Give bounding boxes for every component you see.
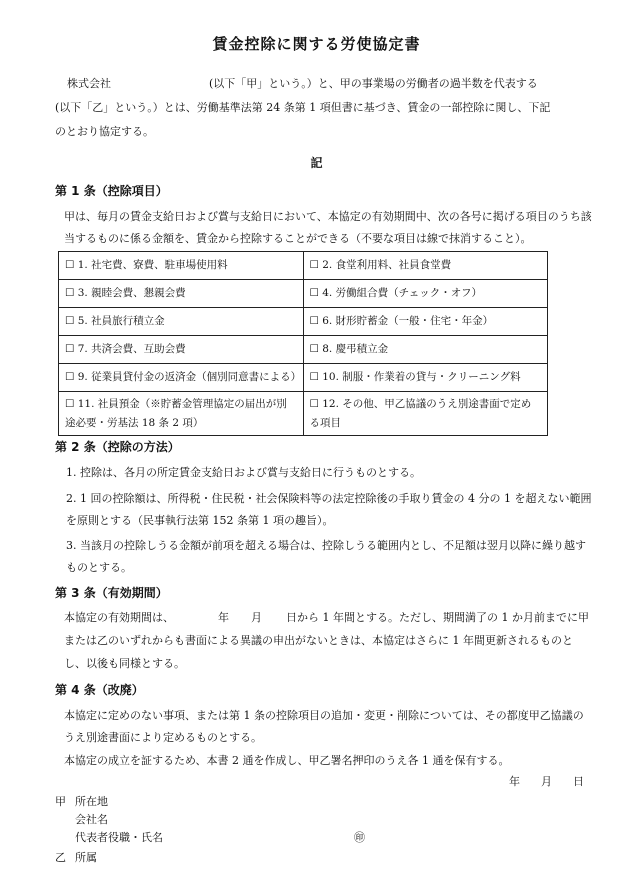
preamble-line1: (以下「甲」という。）と、甲の事業場の労働者の過半数を代表する xyxy=(209,77,538,90)
affiliation-label: 所属 xyxy=(75,851,97,864)
article4-t1: 本協定に定めのない事項、または第 1 条の控除項目の追加・変更・削除については、その都度甲乙協議の xyxy=(64,709,584,722)
article3-t1a: 本協定の有効期間は、 xyxy=(64,611,174,624)
deduction-item-7[interactable]: ☐ 7. 共済会費、互助会費 xyxy=(59,336,304,364)
article4-t2: うえ別途書面により定めるものとする。 xyxy=(64,731,262,744)
article3-t1b: 日から 1 年間とする。ただし、期間満了の 1 か月前までに甲 xyxy=(286,611,589,624)
company-name-label: 会社名 xyxy=(75,813,108,826)
deduction-item-4[interactable]: ☐ 4. 労働組合費（チェック・オフ） xyxy=(303,280,548,308)
article3-t3: し、以後も同様とする。 xyxy=(64,657,185,670)
article4-heading: 第 4 条（改廃） xyxy=(55,683,144,697)
article2-p2b: を原則とする（民事執行法第 152 条第 1 項の趣旨）。 xyxy=(66,514,334,527)
deduction-item-12[interactable]: ☐ 12. その他、甲乙協議のうえ別途書面で定める項目 xyxy=(303,392,548,436)
article3-month: 月 xyxy=(251,611,262,624)
deduction-item-8[interactable]: ☐ 8. 慶弔積立金 xyxy=(303,336,548,364)
deduction-item-5[interactable]: ☐ 5. 社員旅行積立金 xyxy=(59,308,304,336)
article2-p2a: 2. 1 回の控除額は、所得税・住民税・社会保険料等の法定控除後の手取り賃金の 4 分の 1 を超えない範囲 xyxy=(66,492,592,505)
deduction-item-1[interactable]: ☐ 1. 社宅費、寮費、駐車場使用料 xyxy=(59,252,304,280)
article2-p3b: ものとする。 xyxy=(66,561,132,574)
article4-t3: 本協定の成立を証するため、本書 2 通を作成し、甲乙署名押印のうえ各 1 通を保有する。 xyxy=(64,754,510,767)
representative-label: 代表者役職・氏名 xyxy=(75,831,163,844)
deduction-item-6[interactable]: ☐ 6. 財形貯蓄金（一般・住宅・年金） xyxy=(303,308,548,336)
article1-heading: 第 1 条（控除項目） xyxy=(55,184,168,198)
document-title: 賃金控除に関する労使協定書 xyxy=(212,35,421,53)
deduction-item-11[interactable]: ☐ 11. 社員預金（※貯蓄金管理協定の届出が別途必要・労基法 18 条 2 項） xyxy=(59,392,304,436)
preamble-company: 株式会社 xyxy=(67,77,111,90)
party-a-label: 甲 xyxy=(55,795,66,808)
preamble-line3: のとおり協定する。 xyxy=(55,125,154,138)
deduction-item-3[interactable]: ☐ 3. 親睦会費、懇親会費 xyxy=(59,280,304,308)
seal-mark: ㊞ xyxy=(354,831,365,844)
article3-t2: または乙のいずれからも書面による異議の申出がないときは、本協定はさらに 1 年間更新されるものと xyxy=(64,634,573,647)
ki-heading: 記 xyxy=(310,156,323,170)
article2-p3a: 3. 当該月の控除しうる金額が前項を超える場合は、控除しうる範囲内とし、不足額は翌月以降に繰り越す xyxy=(66,539,586,552)
party-b-label: 乙 xyxy=(55,851,66,864)
deduction-items-table xyxy=(58,251,548,436)
article3-heading: 第 3 条（有効期間） xyxy=(55,586,168,600)
deduction-item-10[interactable]: ☐ 10. 制服・作業着の貸与・クリーニング料 xyxy=(303,364,548,392)
deduction-item-9[interactable]: ☐ 9. 従業員貸付金の返済金（個別同意書による） xyxy=(59,364,304,392)
article2-p1: 1. 控除は、各月の所定賃金支給日および賞与支給日に行うものとする。 xyxy=(66,466,421,479)
date-year: 年 xyxy=(509,775,520,788)
date-day: 日 xyxy=(573,775,584,788)
article3-year: 年 xyxy=(218,611,229,624)
date-month: 月 xyxy=(541,775,552,788)
article1-text1: 甲は、毎月の賃金支給日および賞与支給日において、本協定の有効期間中、次の各号に掲げる項目のうち該 xyxy=(64,210,592,223)
article2-heading: 第 2 条（控除の方法） xyxy=(55,440,180,454)
article1-text2: 当するものに係る金額を、賃金から控除することができる（不要な項目は線で抹消すること）。 xyxy=(64,232,532,245)
deduction-item-2[interactable]: ☐ 2. 食堂利用料、社員食堂費 xyxy=(303,252,548,280)
address-label: 所在地 xyxy=(75,795,108,808)
preamble-line2: (以下「乙」という。）とは、労働基準法第 24 条第 1 項但書に基づき、賃金の一部控除に関し、下記 xyxy=(55,101,551,114)
